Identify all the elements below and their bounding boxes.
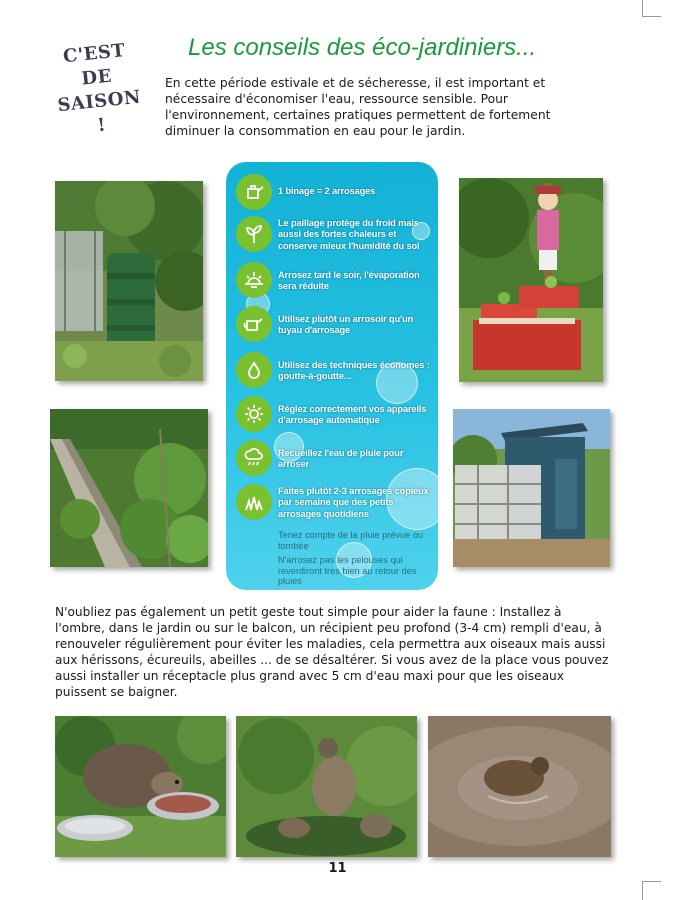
watering-can-icon xyxy=(236,174,272,210)
crop-mark xyxy=(642,881,661,900)
stamp-line: DE xyxy=(80,65,113,90)
tip-text: Recueillez l'eau de pluie pour arroser xyxy=(278,448,404,470)
intro-paragraph: En cette période estivale et de sécheresse, il est important et nécessaire d'économiser l'eau, ressource sensible. Pour l'environnement, certaines pratiques permettent de fortement diminuer la consommation en eau pour le jardin. xyxy=(165,76,551,138)
rain-cloud-icon xyxy=(236,440,272,476)
photo-rain-barrel xyxy=(55,181,203,381)
tip-text: Le paillage protège du froid mais aussi des fortes chaleurs et conserve mieux l'humidité du sol xyxy=(278,218,420,251)
tip-text: Réglez correctement vos appareils d'arrosage automatique xyxy=(278,404,427,426)
tip-evening-watering xyxy=(236,262,436,298)
tip-mulching xyxy=(236,216,436,252)
tip-note: N'arrosez pas les pelouses qui reverdiront très bien au retour des pluies xyxy=(278,555,417,586)
tip-drip-irrigation xyxy=(236,352,436,388)
wildlife-paragraph: N'oubliez pas également un petit geste tout simple pour aider la faune : Installez à l'ombre, dans le jardin ou sur le balcon, un récipient peu profond (3-4 cm) rempli d'eau, à renouveler régulièrement pour éviter les maladies, cela permettra aux oiseaux mais aussi aux hérissons, écureuils, abeilles ... de se désaltérer. Si vous avez de la place vous pouvez aussi installer un réceptacle plus grand avec 5 cm d'eau maxi pour que les oiseaux puissent se baigner. xyxy=(55,605,609,699)
tip-text: Faites plutôt 2-3 arrosages copieux par semaine que des petits arrosages quotidiens xyxy=(278,486,429,519)
stamp-line: C'EST xyxy=(62,39,127,68)
grass-icon xyxy=(236,484,272,520)
photo-scarecrow-planter xyxy=(459,178,603,382)
stamp-line: SAISON ! xyxy=(56,86,142,137)
tip-text: Arrosez tard le soir, l'évaporation sera réduite xyxy=(278,270,420,292)
photo-bird-bathing xyxy=(428,716,611,857)
gear-icon xyxy=(236,396,272,432)
photo-tomato-plants xyxy=(50,409,208,567)
photo-birds-drinking xyxy=(236,716,417,857)
tip-hoeing xyxy=(236,174,436,210)
season-stamp xyxy=(47,37,149,142)
tip-watering-frequency xyxy=(236,484,436,520)
tip-text: Utilisez plutôt un arrosoir qu'un tuyau d'arrosage xyxy=(278,314,414,336)
tip-automatic-watering xyxy=(236,396,436,432)
sunset-icon xyxy=(236,262,272,298)
page-number: 11 xyxy=(328,861,347,876)
photo-hedgehog xyxy=(55,716,226,857)
tip-note: Tenez compte de la pluie prévue ou tombée xyxy=(278,530,424,551)
water-drops-icon xyxy=(236,352,272,388)
tip-rainwater xyxy=(236,440,436,476)
tip-text: Utilisez des techniques économes : goutte-à-goutte... xyxy=(278,360,430,382)
tip-watering-can xyxy=(236,306,436,342)
crop-mark xyxy=(642,0,661,17)
tips-infographic xyxy=(226,162,438,590)
sprout-icon xyxy=(236,216,272,252)
page-title: Les conseils des éco-jardiniers... xyxy=(188,34,537,61)
photo-water-tank-shed xyxy=(453,409,610,567)
tip-text: 1 binage = 2 arrosages xyxy=(278,186,376,196)
watering-can-icon xyxy=(236,306,272,342)
